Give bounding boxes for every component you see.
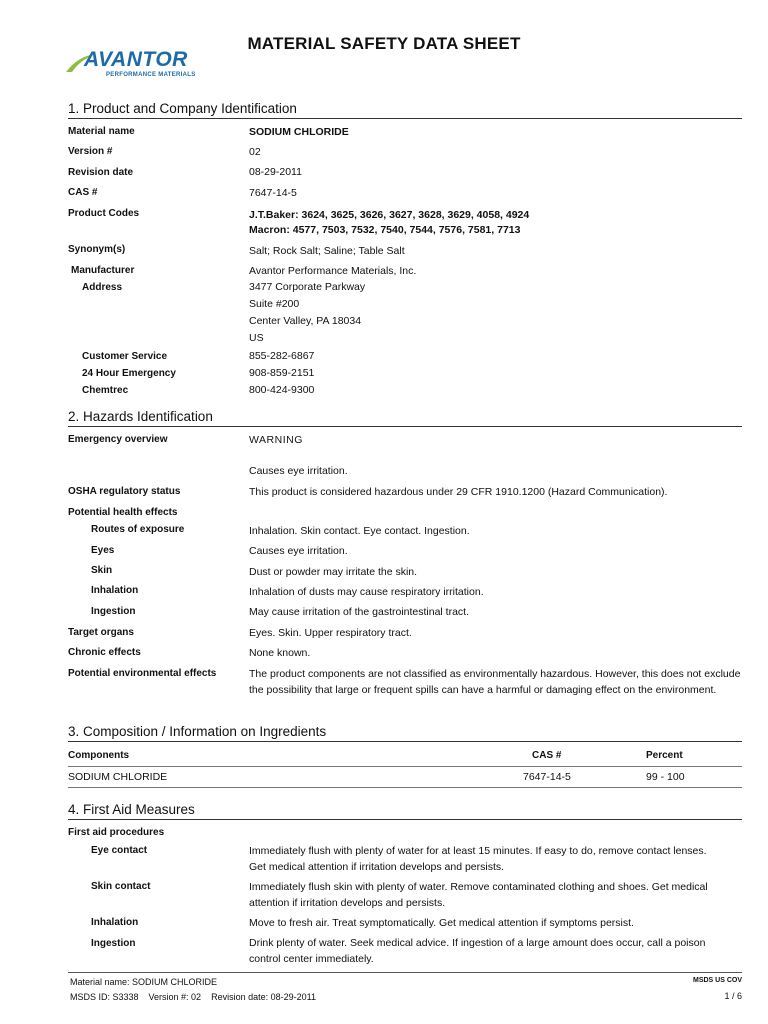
first-aid-inhalation-value: Move to fresh air. Treat symptomatically. Get medical attention if symptoms persist. — [249, 917, 634, 929]
address-line-4: US — [249, 332, 264, 344]
target-organs-label: Target organs — [68, 627, 134, 638]
table-divider — [68, 787, 742, 788]
health-effects-label: Potential health effects — [68, 507, 178, 518]
environmental-effects-label: Potential environmental effects — [68, 668, 217, 679]
section-divider — [68, 118, 742, 119]
section-divider — [68, 819, 742, 820]
environmental-effects-value: The product components are not classified as environmentally hazardous. However, this does not exclude the possibility that large or frequent spills can have a harmful or damaging effect on the environment. — [249, 668, 741, 696]
address-line-1: 3477 Corporate Parkway — [249, 281, 366, 293]
section-divider — [68, 741, 742, 742]
chronic-effects-value: None known. — [249, 647, 311, 659]
customer-service-value: 855-282-6867 — [249, 350, 315, 362]
footer-page-number: 1 / 6 — [724, 991, 742, 1001]
emergency-overview-signal: WARNING — [249, 434, 303, 446]
product-codes-jtbaker: J.T.Baker: 3624, 3625, 3626, 3627, 3628, 3629, 4058, 4924 — [249, 209, 530, 221]
footer-material-name: Material name: SODIUM CHLORIDE — [70, 977, 218, 987]
first-aid-inhalation-label: Inhalation — [91, 917, 139, 928]
customer-service-label: Customer Service — [82, 351, 168, 362]
material-name-value: SODIUM CHLORIDE — [249, 126, 349, 138]
revision-value: 08-29-2011 — [249, 166, 302, 178]
document-title: MATERIAL SAFETY DATA SHEET — [247, 34, 521, 53]
chemtrec-label: Chemtrec — [82, 385, 129, 396]
address-label: Address — [82, 282, 123, 293]
address-line-2: Suite #200 — [249, 298, 300, 310]
emergency-label: 24 Hour Emergency — [82, 368, 176, 379]
synonym-label: Synonym(s) — [68, 244, 126, 255]
component-percent-cell: 99 - 100 — [646, 771, 685, 783]
cas-label: CAS # — [68, 187, 98, 198]
material-name-label: Material name — [68, 126, 135, 137]
eyes-label: Eyes — [91, 545, 115, 556]
logo-wordmark: AVANTOR — [84, 48, 188, 71]
product-codes-label: Product Codes — [68, 208, 140, 219]
first-aid-ingestion-label: Ingestion — [91, 938, 136, 949]
ingestion-value: May cause irritation of the gastrointestinal tract. — [249, 606, 470, 618]
section-4-heading: 4. First Aid Measures — [68, 802, 195, 817]
skin-value: Dust or powder may irritate the skin. — [249, 566, 418, 578]
percent-column-header: Percent — [646, 750, 683, 761]
skin-contact-value: Immediately flush skin with plenty of water. Remove contaminated clothing and shoes. Get medical attention if irritation develops and persists. — [249, 881, 708, 909]
skin-label: Skin — [91, 565, 113, 576]
version-value: 02 — [249, 146, 261, 158]
component-name-cell: SODIUM CHLORIDE — [68, 771, 168, 783]
cas-column-header: CAS # — [532, 750, 562, 761]
emergency-overview-statement: Causes eye irritation. — [249, 465, 348, 477]
product-codes-macron: Macron: 4577, 7503, 7532, 7540, 7544, 7576, 7581, 7713 — [249, 224, 521, 236]
chronic-effects-label: Chronic effects — [68, 647, 141, 658]
emergency-overview-label: Emergency overview — [68, 434, 168, 445]
osha-status-label: OSHA regulatory status — [68, 486, 181, 497]
section-divider — [68, 426, 742, 427]
logo-subtitle: PERFORMANCE MATERIALS — [106, 72, 196, 78]
components-column-header: Components — [68, 750, 130, 761]
footer-form-code: MSDS US COV — [692, 977, 742, 984]
cas-value: 7647-14-5 — [249, 187, 297, 199]
manufacturer-value: Avantor Performance Materials, Inc. — [249, 265, 417, 277]
target-organs-value: Eyes. Skin. Upper respiratory tract. — [249, 627, 412, 639]
chemtrec-value: 800-424-9300 — [249, 384, 315, 396]
section-1-heading: 1. Product and Company Identification — [68, 101, 297, 116]
footer-ids: MSDS ID: S3338 Version #: 02 Revision date: 08-29-2011 — [70, 992, 316, 1002]
synonym-value: Salt; Rock Salt; Saline; Table Salt — [249, 245, 405, 257]
section-3-heading: 3. Composition / Information on Ingredients — [68, 724, 327, 739]
first-aid-procedures-label: First aid procedures — [68, 827, 165, 838]
eye-contact-value: Immediately flush with plenty of water for at least 15 minutes. If easy to do, remove contact lenses. Get medical attention if irritation develops and persists. — [249, 845, 707, 873]
eye-contact-label: Eye contact — [91, 845, 148, 856]
routes-label: Routes of exposure — [91, 524, 185, 535]
ingestion-label: Ingestion — [91, 606, 136, 617]
routes-value: Inhalation. Skin contact. Eye contact. Ingestion. — [249, 525, 470, 537]
section-2-heading: 2. Hazards Identification — [68, 409, 213, 424]
osha-status-value: This product is considered hazardous under 29 CFR 1910.1200 (Hazard Communication). — [249, 486, 668, 498]
manufacturer-label: Manufacturer — [71, 265, 135, 276]
first-aid-ingestion-value: Drink plenty of water. Seek medical advice. If ingestion of a large amount does occur, call a poison control center immediately. — [249, 937, 706, 965]
revision-label: Revision date — [68, 167, 134, 178]
skin-contact-label: Skin contact — [91, 881, 151, 892]
address-line-3: Center Valley, PA 18034 — [249, 315, 362, 327]
inhalation-value: Inhalation of dusts may cause respiratory irritation. — [249, 586, 484, 598]
component-cas-cell: 7647-14-5 — [523, 771, 571, 783]
emergency-value: 908-859-2151 — [249, 367, 315, 379]
inhalation-label: Inhalation — [91, 585, 139, 596]
version-label: Version # — [68, 146, 113, 157]
eyes-value: Causes eye irritation. — [249, 545, 348, 557]
table-divider — [68, 766, 742, 767]
footer-divider — [68, 972, 742, 973]
